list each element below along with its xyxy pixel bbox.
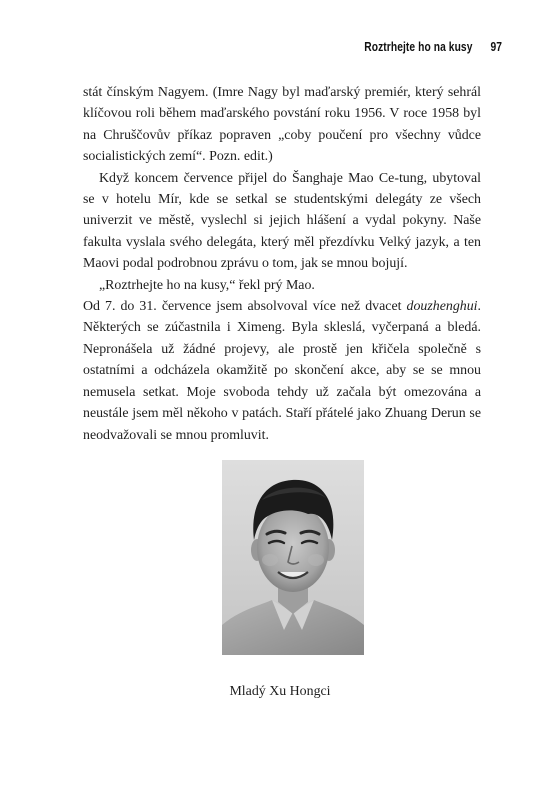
paragraph-1: stát čínským Nagyem. (Imre Nagy byl maďarský premiér, který sehrál klíčovou roli během maďarského povstání roku 1956. V roce 1958 byl na Chruščovův příkaz popraven „coby poučení pro všechny vůdce socialistických zemí“. Pozn. edit.) [83, 85, 481, 165]
portrait-illustration [222, 460, 364, 655]
paragraph-4-start: Od 7. do 31. července jsem absolvoval více než dvacet [83, 299, 407, 315]
running-title: Roztrhejte ho na kusy [364, 40, 473, 54]
paragraph-3: „Roztrhejte ho na kusy,“ řekl prý Mao. [99, 277, 315, 293]
portrait-photo-icon [222, 460, 364, 655]
photo-caption: Mladý Xu Hongci [229, 684, 331, 699]
body-text [83, 82, 481, 446]
running-header [364, 40, 502, 54]
paragraph-2: Když koncem července přijel do Šanghaje Mao Ce-tung, ubytoval se v hotelu Mír, kde se setkal se studentskými delegáty ze všech univerzit ve městě, vyslechl si jejich hlášení a vydal pokyny. Naše fakulta vyslala svého delegáta, který měl přezdívku Velký jazyk, a ten Maovi podal podrobnou zprávu o tom, jak se mnou bojují. [83, 170, 481, 272]
paragraph-4-italic-term: douzhenghui [406, 299, 478, 315]
paragraph-4 [83, 296, 481, 446]
paragraph-4-rest: . Některých se zúčastnila i Ximeng. Byla skleslá, vyčerpaná a bledá. Nepronášela už žádné projevy, ale prostě jen křičela společně s ostatními a odcházela okamžitě po skončení akce, aby se se mnou nemusela setkat. Moje svoboda tehdy už začala být omezována a neustále jsem měl někoho v patách. Staří přátelé jako Zhuang Derun se neodvažovali se mnou promluvit. [83, 299, 481, 443]
page-number: 97 [490, 40, 502, 54]
